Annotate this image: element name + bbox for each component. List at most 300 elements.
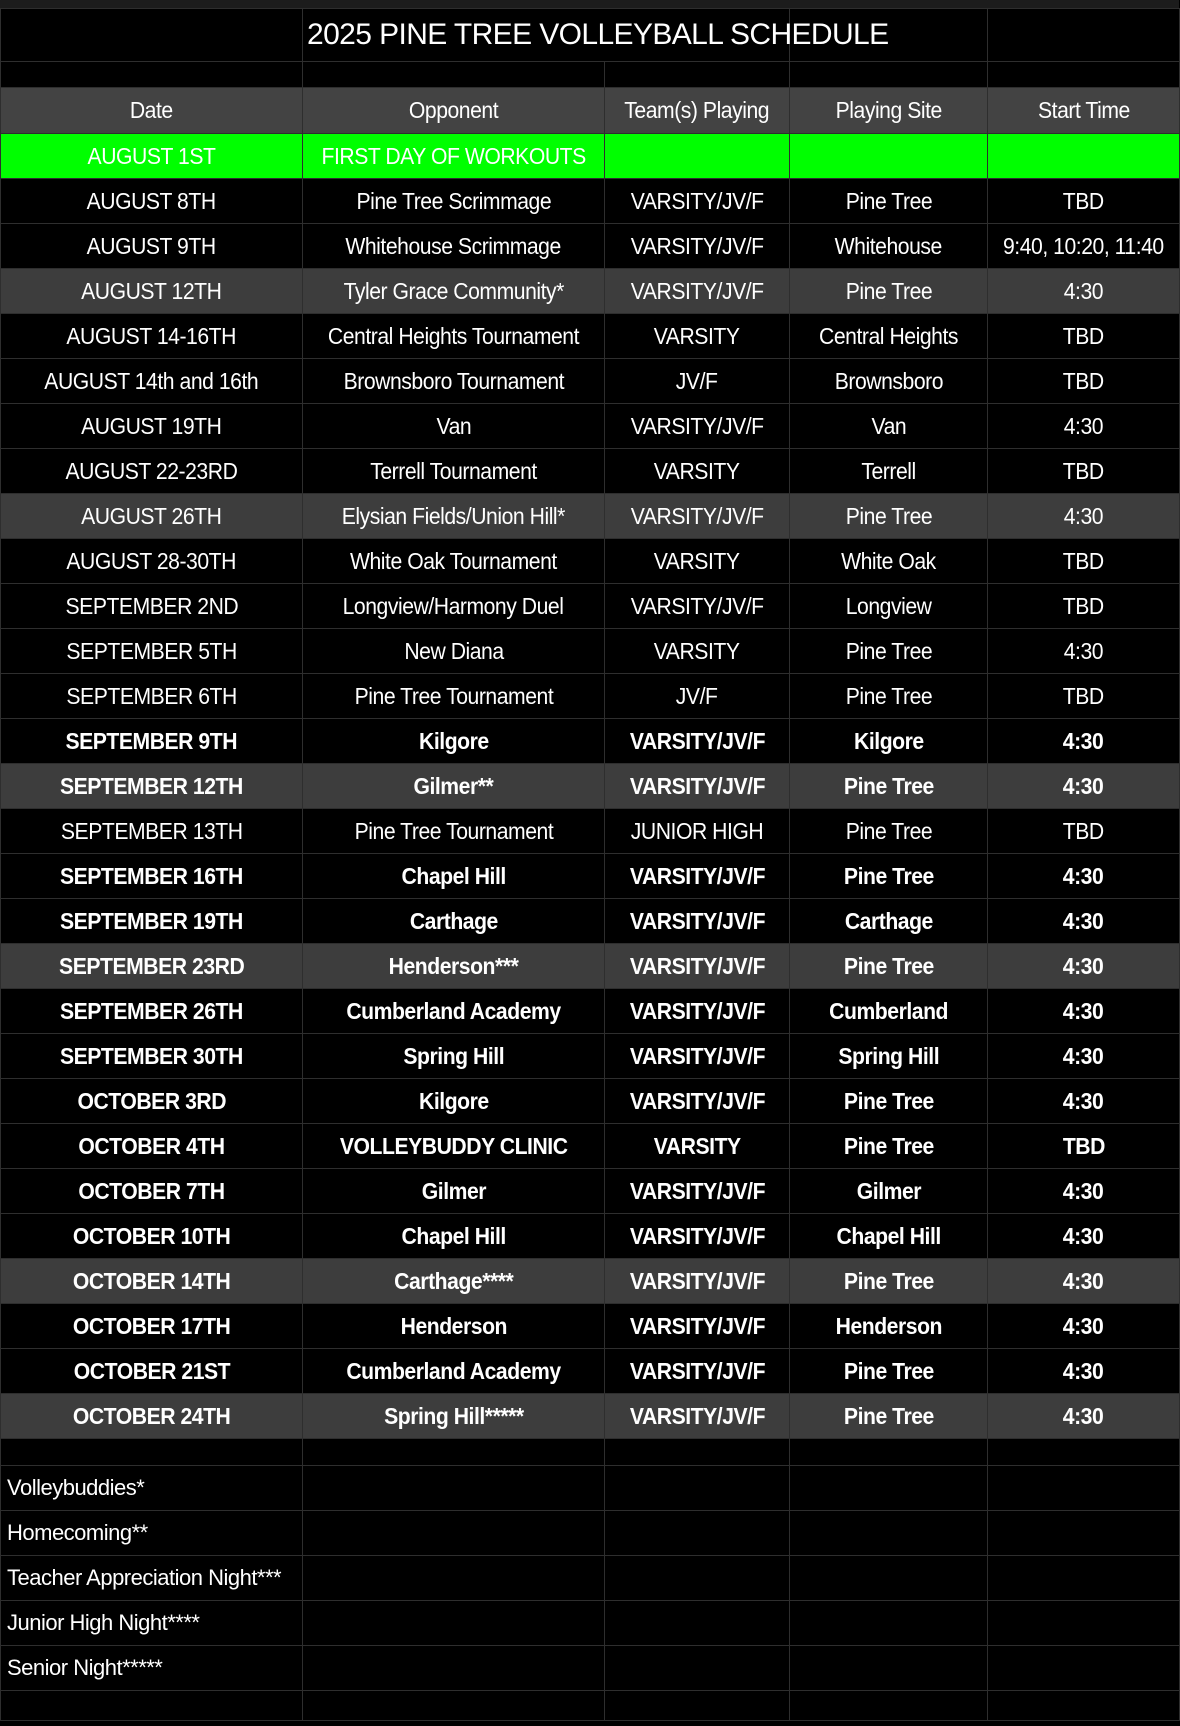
header-teams-label: Team(s) Playing (624, 97, 770, 123)
teams-cell[interactable] (605, 314, 790, 359)
teams-cell-text: JV/F (676, 682, 718, 709)
legend-note[interactable]: Senior Night***** (1, 1646, 303, 1691)
teams-cell[interactable] (605, 1079, 790, 1124)
date-cell-text: AUGUST 19TH (81, 412, 222, 439)
date-cell[interactable] (1, 1034, 303, 1079)
time-cell-text: 4:30 (1063, 1177, 1104, 1204)
time-cell[interactable] (988, 269, 1180, 314)
empty-cell[interactable] (303, 1556, 605, 1601)
teams-cell[interactable] (605, 989, 790, 1034)
empty-cell[interactable] (988, 1691, 1180, 1721)
schedule-row (1, 584, 1180, 629)
site-cell[interactable] (790, 494, 988, 539)
site-cell[interactable] (790, 404, 988, 449)
opponent-cell[interactable] (303, 1214, 605, 1259)
date-cell-text: OCTOBER 17TH (72, 1312, 231, 1339)
teams-cell[interactable] (605, 854, 790, 899)
teams-cell[interactable] (605, 1214, 790, 1259)
date-cell-text: AUGUST 8TH (86, 187, 217, 214)
site-cell[interactable] (790, 674, 988, 719)
date-cell[interactable] (1, 1169, 303, 1214)
time-cell[interactable] (988, 1079, 1180, 1124)
date-cell[interactable] (1, 854, 303, 899)
legend-note[interactable]: Volleybuddies* (1, 1466, 303, 1511)
opponent-cell-text: White Oak Tournament (350, 547, 557, 574)
site-cell[interactable] (790, 1214, 988, 1259)
opponent-cell-text: Longview/Harmony Duel (343, 592, 564, 619)
teams-cell-text: VARSITY/JV/F (630, 412, 764, 439)
empty-cell[interactable] (988, 1511, 1180, 1556)
empty-cell[interactable] (303, 1691, 605, 1721)
date-cell[interactable] (1, 179, 303, 224)
date-cell[interactable] (1, 1214, 303, 1259)
header-date[interactable] (1, 88, 303, 134)
site-cell[interactable] (790, 179, 988, 224)
title-blank-cell[interactable] (1, 9, 303, 62)
empty-cell[interactable] (605, 1691, 790, 1721)
teams-cell-text: VARSITY/JV/F (629, 907, 765, 934)
teams-cell-text: JUNIOR HIGH (630, 817, 764, 844)
time-cell[interactable] (988, 854, 1180, 899)
date-cell-text: OCTOBER 14TH (72, 1267, 231, 1294)
legend-row (1, 1646, 1180, 1691)
teams-cell-text: VARSITY/JV/F (629, 772, 765, 799)
date-cell[interactable] (1, 134, 303, 179)
site-cell[interactable] (790, 359, 988, 404)
schedule-row (1, 899, 1180, 944)
time-cell-text: 9:40, 10:20, 11:40 (1003, 232, 1164, 259)
time-cell[interactable] (988, 134, 1180, 179)
date-cell[interactable] (1, 809, 303, 854)
teams-cell-text: VARSITY/JV/F (629, 1177, 765, 1204)
opponent-cell-text: Tyler Grace Community* (343, 277, 564, 304)
date-cell[interactable] (1, 674, 303, 719)
time-cell[interactable] (988, 404, 1180, 449)
site-cell[interactable] (790, 944, 988, 989)
opponent-cell[interactable] (303, 539, 605, 584)
empty-cell[interactable] (1, 1439, 303, 1466)
date-cell[interactable] (1, 1079, 303, 1124)
date-cell-text: OCTOBER 7TH (78, 1177, 225, 1204)
site-cell[interactable] (790, 719, 988, 764)
opponent-cell[interactable] (303, 134, 605, 179)
site-cell-text: Chapel Hill (836, 1222, 941, 1249)
teams-cell[interactable] (605, 134, 790, 179)
header-teams[interactable] (605, 88, 790, 134)
time-cell-text: 4:30 (1063, 277, 1104, 304)
site-cell-text: Pine Tree (843, 1087, 934, 1114)
date-cell[interactable] (1, 314, 303, 359)
opponent-cell-text: Cumberland Academy (346, 997, 561, 1024)
teams-cell[interactable] (605, 359, 790, 404)
time-cell-text: 4:30 (1063, 1312, 1104, 1339)
opponent-cell-text: Kilgore (418, 1087, 489, 1114)
time-cell[interactable] (988, 899, 1180, 944)
legend-note[interactable]: Junior High Night**** (1, 1601, 303, 1646)
opponent-cell[interactable] (303, 854, 605, 899)
date-cell[interactable] (1, 539, 303, 584)
site-cell-text: Pine Tree (843, 952, 934, 979)
opponent-cell[interactable] (303, 224, 605, 269)
schedule-row (1, 134, 1180, 179)
opponent-cell[interactable] (303, 404, 605, 449)
time-cell[interactable] (988, 629, 1180, 674)
time-cell[interactable] (988, 1124, 1180, 1169)
site-cell[interactable] (790, 1394, 988, 1439)
site-cell-text: Pine Tree (845, 637, 932, 664)
empty-cell[interactable] (303, 1601, 605, 1646)
empty-cell[interactable] (1, 62, 303, 88)
time-cell-text: TBD (1063, 547, 1104, 574)
time-cell-text: 4:30 (1063, 727, 1104, 754)
teams-cell[interactable] (605, 674, 790, 719)
header-site[interactable] (790, 88, 988, 134)
teams-cell-text: VARSITY/JV/F (629, 1312, 765, 1339)
site-cell[interactable] (790, 1349, 988, 1394)
opponent-cell[interactable] (303, 494, 605, 539)
top-strip (0, 0, 1179, 8)
empty-cell[interactable] (790, 1511, 988, 1556)
time-cell[interactable] (988, 539, 1180, 584)
opponent-cell[interactable] (303, 1169, 605, 1214)
schedule-row (1, 809, 1180, 854)
site-cell-text: Pine Tree (845, 817, 932, 844)
opponent-cell[interactable] (303, 989, 605, 1034)
opponent-cell-text: Kilgore (418, 727, 489, 754)
site-cell-text: Pine Tree (843, 1357, 934, 1384)
time-cell[interactable] (988, 1394, 1180, 1439)
date-cell[interactable] (1, 1304, 303, 1349)
time-cell[interactable] (988, 989, 1180, 1034)
opponent-cell[interactable] (303, 314, 605, 359)
schedule-row (1, 1259, 1180, 1304)
time-cell[interactable] (988, 584, 1180, 629)
teams-cell[interactable] (605, 1169, 790, 1214)
opponent-cell[interactable] (303, 674, 605, 719)
title-row (1, 9, 1180, 62)
site-cell[interactable] (790, 584, 988, 629)
schedule-row (1, 539, 1180, 584)
site-cell-text: Pine Tree (843, 1267, 934, 1294)
site-cell[interactable] (790, 449, 988, 494)
spacer-row (1, 1439, 1180, 1466)
opponent-cell[interactable] (303, 584, 605, 629)
time-cell-text: TBD (1063, 592, 1104, 619)
date-cell-text: SEPTEMBER 2ND (65, 592, 238, 619)
date-cell-text: SEPTEMBER 13TH (60, 817, 243, 844)
schedule-row (1, 1034, 1180, 1079)
teams-cell[interactable] (605, 1349, 790, 1394)
teams-cell[interactable] (605, 224, 790, 269)
empty-cell[interactable] (790, 1601, 988, 1646)
date-cell[interactable] (1, 629, 303, 674)
opponent-cell[interactable] (303, 944, 605, 989)
schedule-row (1, 494, 1180, 539)
empty-cell[interactable] (790, 1556, 988, 1601)
spacer-row (1, 1691, 1180, 1721)
opponent-cell-text: Cumberland Academy (346, 1357, 561, 1384)
teams-cell[interactable] (605, 449, 790, 494)
empty-cell[interactable] (605, 1646, 790, 1691)
teams-cell[interactable] (605, 764, 790, 809)
date-cell[interactable] (1, 1349, 303, 1394)
time-cell[interactable] (988, 359, 1180, 404)
site-cell[interactable] (790, 629, 988, 674)
time-cell[interactable] (988, 1259, 1180, 1304)
legend-row (1, 1601, 1180, 1646)
date-cell-text: SEPTEMBER 30TH (60, 1042, 243, 1069)
site-cell[interactable] (790, 899, 988, 944)
teams-cell[interactable] (605, 809, 790, 854)
date-cell-text: SEPTEMBER 16TH (60, 862, 243, 889)
site-cell[interactable] (790, 809, 988, 854)
schedule-title[interactable]: 2025 PINE TREE VOLLEYBALL SCHEDULE (303, 9, 790, 62)
empty-cell[interactable] (790, 62, 988, 88)
site-cell-text: Pine Tree (843, 772, 934, 799)
date-cell-text: AUGUST 22-23RD (65, 457, 238, 484)
site-cell-text: Van (871, 412, 906, 439)
time-cell[interactable] (988, 674, 1180, 719)
date-cell-text: AUGUST 12TH (81, 277, 222, 304)
teams-cell[interactable] (605, 899, 790, 944)
teams-cell[interactable] (605, 1394, 790, 1439)
opponent-cell[interactable] (303, 449, 605, 494)
opponent-cell-text: FIRST DAY OF WORKOUTS (321, 142, 586, 169)
teams-cell-text: VARSITY/JV/F (629, 1402, 765, 1429)
teams-cell[interactable] (605, 539, 790, 584)
teams-cell[interactable] (605, 1259, 790, 1304)
empty-cell[interactable] (303, 1439, 605, 1466)
schedule-row (1, 1079, 1180, 1124)
opponent-cell-text: Chapel Hill (401, 1222, 506, 1249)
site-cell[interactable] (790, 1259, 988, 1304)
empty-cell[interactable] (303, 62, 605, 88)
date-cell[interactable] (1, 899, 303, 944)
empty-cell[interactable] (988, 1556, 1180, 1601)
site-cell[interactable] (790, 224, 988, 269)
header-opponent-label: Opponent (408, 97, 499, 123)
date-cell[interactable] (1, 494, 303, 539)
date-cell[interactable] (1, 224, 303, 269)
teams-cell-text: VARSITY/JV/F (630, 592, 764, 619)
opponent-cell[interactable] (303, 359, 605, 404)
site-cell[interactable] (790, 134, 988, 179)
empty-cell[interactable] (988, 62, 1180, 88)
date-cell[interactable] (1, 584, 303, 629)
date-cell-text: AUGUST 14th and 16th (44, 367, 259, 394)
schedule-row (1, 449, 1180, 494)
empty-cell[interactable] (790, 1646, 988, 1691)
date-cell-text: OCTOBER 3RD (77, 1087, 226, 1114)
teams-cell[interactable] (605, 1124, 790, 1169)
date-cell[interactable] (1, 1394, 303, 1439)
empty-cell[interactable] (988, 1646, 1180, 1691)
date-cell[interactable] (1, 764, 303, 809)
empty-cell[interactable] (790, 1466, 988, 1511)
date-cell[interactable] (1, 404, 303, 449)
time-cell[interactable] (988, 1169, 1180, 1214)
opponent-cell-text: Central Heights Tournament (327, 322, 580, 349)
date-cell[interactable] (1, 1124, 303, 1169)
teams-cell-text: VARSITY/JV/F (629, 1087, 765, 1114)
opponent-cell[interactable] (303, 899, 605, 944)
teams-cell-text: VARSITY/JV/F (629, 727, 765, 754)
empty-cell[interactable] (303, 1466, 605, 1511)
date-cell-text: OCTOBER 21ST (73, 1357, 230, 1384)
opponent-cell[interactable] (303, 269, 605, 314)
site-cell[interactable] (790, 1304, 988, 1349)
empty-cell[interactable] (790, 1691, 988, 1721)
teams-cell[interactable] (605, 629, 790, 674)
time-cell-text: TBD (1062, 1132, 1105, 1159)
opponent-cell[interactable] (303, 1124, 605, 1169)
date-cell[interactable] (1, 989, 303, 1034)
empty-cell[interactable] (605, 1511, 790, 1556)
time-cell[interactable] (988, 494, 1180, 539)
opponent-cell[interactable] (303, 1259, 605, 1304)
site-cell-text: Pine Tree (845, 187, 932, 214)
site-cell[interactable] (790, 269, 988, 314)
time-cell[interactable] (988, 314, 1180, 359)
opponent-cell-text: Brownsboro Tournament (343, 367, 564, 394)
empty-cell[interactable] (303, 1646, 605, 1691)
opponent-cell[interactable] (303, 719, 605, 764)
teams-cell-text: VARSITY (654, 547, 740, 574)
opponent-cell-text: Spring Hill***** (383, 1402, 524, 1429)
teams-cell-text: VARSITY/JV/F (629, 952, 765, 979)
teams-cell-text: VARSITY/JV/F (629, 1222, 765, 1249)
legend-note[interactable]: Homecoming** (1, 1511, 303, 1556)
teams-cell[interactable] (605, 584, 790, 629)
empty-cell[interactable] (605, 1601, 790, 1646)
time-cell[interactable] (988, 809, 1180, 854)
empty-cell[interactable] (988, 1466, 1180, 1511)
schedule-row (1, 179, 1180, 224)
site-cell[interactable] (790, 1124, 988, 1169)
opponent-cell[interactable] (303, 1349, 605, 1394)
opponent-cell-text: New Diana (403, 637, 504, 664)
empty-cell[interactable] (605, 1439, 790, 1466)
site-cell[interactable] (790, 1034, 988, 1079)
time-cell-text: 4:30 (1063, 1402, 1104, 1429)
opponent-cell[interactable] (303, 1034, 605, 1079)
date-cell[interactable] (1, 269, 303, 314)
time-cell[interactable] (988, 1214, 1180, 1259)
site-cell[interactable] (790, 314, 988, 359)
opponent-cell[interactable] (303, 809, 605, 854)
opponent-cell[interactable] (303, 1079, 605, 1124)
empty-cell[interactable] (790, 1439, 988, 1466)
empty-cell[interactable] (988, 1439, 1180, 1466)
date-cell[interactable] (1, 944, 303, 989)
teams-cell-text: VARSITY (654, 322, 740, 349)
empty-cell[interactable] (303, 1511, 605, 1556)
time-cell-text: 4:30 (1063, 907, 1104, 934)
header-opponent[interactable] (303, 88, 605, 134)
site-cell[interactable] (790, 1079, 988, 1124)
opponent-cell-text: Pine Tree Scrimmage (356, 187, 551, 214)
empty-cell[interactable] (605, 1466, 790, 1511)
opponent-cell[interactable] (303, 629, 605, 674)
site-cell[interactable] (790, 1169, 988, 1214)
date-cell-text: OCTOBER 4TH (78, 1132, 225, 1159)
site-cell-text: Pine Tree (843, 1132, 934, 1159)
time-cell[interactable] (988, 179, 1180, 224)
opponent-cell-text: Terrell Tournament (370, 457, 537, 484)
time-cell[interactable] (988, 449, 1180, 494)
legend-row (1, 1556, 1180, 1601)
site-cell[interactable] (790, 989, 988, 1034)
teams-cell[interactable] (605, 944, 790, 989)
opponent-cell[interactable] (303, 179, 605, 224)
schedule-row (1, 944, 1180, 989)
teams-cell-text: VARSITY/JV/F (630, 187, 764, 214)
site-cell-text: White Oak (841, 547, 936, 574)
site-cell-text: Gilmer (856, 1177, 921, 1204)
teams-cell[interactable] (605, 1034, 790, 1079)
empty-cell[interactable] (1, 1691, 303, 1721)
header-time[interactable] (988, 88, 1180, 134)
site-cell-text: Kilgore (853, 727, 924, 754)
date-cell[interactable] (1, 359, 303, 404)
site-cell-text: Whitehouse (834, 232, 943, 259)
spacer-row (1, 62, 1180, 88)
site-cell[interactable] (790, 764, 988, 809)
teams-cell[interactable] (605, 179, 790, 224)
site-cell[interactable] (790, 539, 988, 584)
date-cell-text: SEPTEMBER 9TH (65, 727, 238, 754)
header-site-label: Playing Site (835, 97, 942, 123)
date-cell[interactable] (1, 719, 303, 764)
schedule-row (1, 359, 1180, 404)
date-cell-text: AUGUST 28-30TH (66, 547, 237, 574)
date-cell-text: AUGUST 9TH (86, 232, 217, 259)
time-cell[interactable] (988, 1304, 1180, 1349)
title-blank-cell[interactable] (988, 9, 1180, 62)
time-cell[interactable] (988, 224, 1180, 269)
teams-cell-text: VARSITY/JV/F (629, 1267, 765, 1294)
teams-cell[interactable] (605, 404, 790, 449)
date-cell-text: SEPTEMBER 5TH (66, 637, 237, 664)
time-cell[interactable] (988, 1349, 1180, 1394)
teams-cell[interactable] (605, 269, 790, 314)
date-cell[interactable] (1, 449, 303, 494)
site-cell[interactable] (790, 854, 988, 899)
opponent-cell[interactable] (303, 764, 605, 809)
time-cell[interactable] (988, 764, 1180, 809)
teams-cell[interactable] (605, 494, 790, 539)
opponent-cell[interactable] (303, 1394, 605, 1439)
site-cell-text: Henderson (835, 1312, 942, 1339)
date-cell-text: SEPTEMBER 19TH (60, 907, 243, 934)
legend-note[interactable]: Teacher Appreciation Night*** (1, 1556, 303, 1601)
empty-cell[interactable] (605, 1556, 790, 1601)
opponent-cell-text: Whitehouse Scrimmage (345, 232, 562, 259)
empty-cell[interactable] (988, 1601, 1180, 1646)
time-cell[interactable] (988, 944, 1180, 989)
teams-cell[interactable] (605, 1304, 790, 1349)
teams-cell-text: VARSITY/JV/F (630, 232, 764, 259)
time-cell[interactable] (988, 1034, 1180, 1079)
site-cell-text: Carthage (844, 907, 933, 934)
teams-cell[interactable] (605, 719, 790, 764)
empty-cell[interactable] (605, 62, 790, 88)
opponent-cell[interactable] (303, 1304, 605, 1349)
date-cell[interactable] (1, 1259, 303, 1304)
time-cell[interactable] (988, 719, 1180, 764)
teams-cell-text: JV/F (676, 367, 718, 394)
time-cell-text: 4:30 (1063, 772, 1104, 799)
